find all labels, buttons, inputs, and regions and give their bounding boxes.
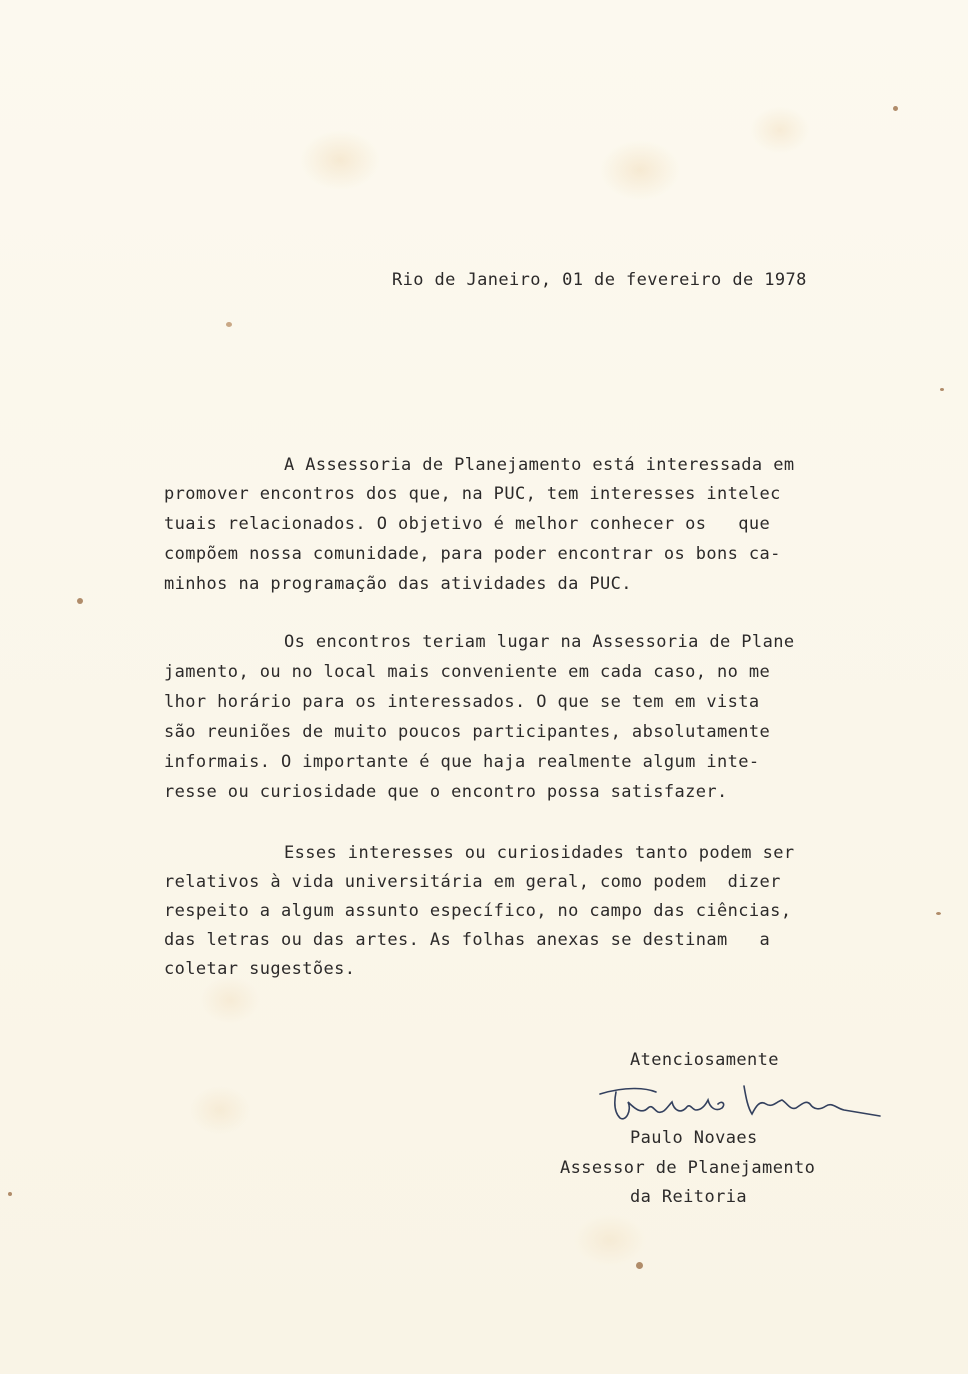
paragraph-3-line: coletar sugestões. (164, 959, 356, 979)
paper-stain-dot (893, 106, 898, 111)
paragraph-2-line: informais. O importante é que haja realmente algum inte- (164, 752, 760, 772)
paragraph-2-line: lhor horário para os interessados. O que se tem em vista (164, 692, 760, 712)
paragraph-2-line: resse ou curiosidade que o encontro possa satisfazer. (164, 782, 728, 802)
closing-salutation: Atenciosamente (630, 1050, 779, 1070)
paragraph-2-line: jamento, ou no local mais conveniente em cada caso, no me (164, 662, 771, 682)
paragraph-3-line: das letras ou das artes. As folhas anexas se destinam a (164, 930, 771, 950)
paragraph-2-line: Os encontros teriam lugar na Assessoria de Plane (284, 632, 795, 652)
paper-stain-dot (936, 912, 941, 915)
paragraph-3-line: Esses interesses ou curiosidades tanto podem ser (284, 843, 795, 863)
paper-stain-dot (226, 322, 232, 327)
paper-stain-dot (8, 1192, 12, 1196)
paragraph-1-line: minhos na programação das atividades da PUC. (164, 574, 632, 594)
paper-stain-dot (940, 388, 944, 391)
paragraph-1-line: A Assessoria de Planejamento está interessada em (284, 455, 795, 475)
paper-stain-dot (77, 598, 83, 604)
paper-stain-dot (636, 1262, 643, 1269)
paragraph-3-line: relativos à vida universitária em geral, como podem dizer (164, 872, 781, 892)
signer-name: Paulo Novaes (630, 1128, 758, 1148)
paragraph-1-line: promover encontros dos que, na PUC, tem interesses intelec (164, 484, 781, 504)
paragraph-3-line: respeito a algum assunto específico, no campo das ciências, (164, 901, 792, 921)
handwritten-signature (596, 1080, 886, 1130)
paragraph-2-line: são reuniões de muito poucos participantes, absolutamente (164, 722, 771, 742)
letter-date: Rio de Janeiro, 01 de fevereiro de 1978 (392, 270, 807, 290)
signer-organization: da Reitoria (630, 1187, 747, 1207)
paragraph-1-line: tuais relacionados. O objetivo é melhor conhecer os que (164, 514, 771, 534)
signer-title: Assessor de Planejamento (560, 1158, 816, 1178)
paragraph-1-line: compõem nossa comunidade, para poder encontrar os bons ca- (164, 544, 781, 564)
